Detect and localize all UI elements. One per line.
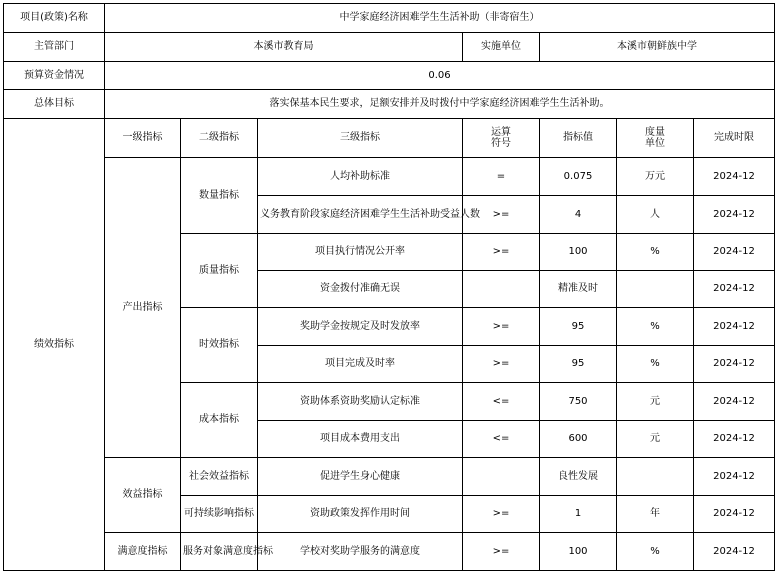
header-level1: 一级指标 xyxy=(105,119,181,158)
indicator-row xyxy=(4,158,775,196)
indicator-unit: 元 xyxy=(617,421,694,458)
indicator-name: 资金拨付准确无误 xyxy=(258,271,463,308)
indicator-deadline: 2024-12 xyxy=(694,496,775,533)
indicator-unit: 万元 xyxy=(617,158,694,196)
indicator-unit: 元 xyxy=(617,383,694,421)
indicator-name: 义务教育阶段家庭经济困难学生生活补助受益人数 xyxy=(258,196,463,234)
header-value: 指标值 xyxy=(540,119,617,158)
indicator-operator: >= xyxy=(463,308,540,346)
implementer-label: 实施单位 xyxy=(463,33,540,62)
indicator-name: 项目完成及时率 xyxy=(258,346,463,383)
indicator-deadline: 2024-12 xyxy=(694,383,775,421)
project-name-value: 中学家庭经济困难学生生活补助（非寄宿生） xyxy=(105,4,775,33)
indicator-row xyxy=(4,533,775,571)
overall-goal-label: 总体目标 xyxy=(4,90,105,119)
header-level3: 三级指标 xyxy=(258,119,463,158)
indicator-deadline: 2024-12 xyxy=(694,271,775,308)
indicator-name: 人均补助标准 xyxy=(258,158,463,196)
header-unit-line2: 单位 xyxy=(645,138,665,149)
indicator-operator xyxy=(463,271,540,308)
indicator-deadline: 2024-12 xyxy=(694,158,775,196)
header-level2: 二级指标 xyxy=(181,119,258,158)
project-name-label: 项目(政策)名称 xyxy=(4,4,105,33)
indicator-value: 4 xyxy=(540,196,617,234)
budget-label: 预算资金情况 xyxy=(4,62,105,90)
header-unit-line1: 度量 xyxy=(645,127,665,138)
indicator-deadline: 2024-12 xyxy=(694,458,775,496)
level2-service-satisfaction: 服务对象满意度指标 xyxy=(181,533,258,571)
overall-goal-value: 落实保基本民生要求，足额安排并及时拨付中学家庭经济困难学生生活补助。 xyxy=(105,90,775,119)
level1-satisfaction: 满意度指标 xyxy=(105,533,181,571)
indicator-operator: <= xyxy=(463,421,540,458)
indicator-name: 学校对奖助学服务的满意度 xyxy=(258,533,463,571)
header-operator-line2: 符号 xyxy=(491,138,511,149)
implementer-value: 本溪市朝鲜族中学 xyxy=(540,33,775,62)
indicator-value: 100 xyxy=(540,234,617,271)
header-deadline: 完成时限 xyxy=(694,119,775,158)
indicator-operator: >= xyxy=(463,346,540,383)
performance-goal-table xyxy=(3,3,775,571)
indicator-deadline: 2024-12 xyxy=(694,421,775,458)
performance-indicators-label: 绩效指标 xyxy=(4,119,105,571)
indicator-name: 奖助学金按规定及时发放率 xyxy=(258,308,463,346)
department-label: 主管部门 xyxy=(4,33,105,62)
indicator-unit: 人 xyxy=(617,196,694,234)
indicator-value: 750 xyxy=(540,383,617,421)
level2-quantity: 数量指标 xyxy=(181,158,258,234)
indicator-deadline: 2024-12 xyxy=(694,346,775,383)
indicator-unit: % xyxy=(617,346,694,383)
level2-sustainability: 可持续影响指标 xyxy=(181,496,258,533)
indicator-value: 600 xyxy=(540,421,617,458)
level2-social: 社会效益指标 xyxy=(181,458,258,496)
indicator-operator xyxy=(463,458,540,496)
indicator-unit: % xyxy=(617,234,694,271)
indicator-operator: >= xyxy=(463,496,540,533)
indicator-name: 资助体系资助奖励认定标准 xyxy=(258,383,463,421)
indicator-value: 0.075 xyxy=(540,158,617,196)
indicator-deadline: 2024-12 xyxy=(694,234,775,271)
budget-value: 0.06 xyxy=(105,62,775,90)
project-name-row xyxy=(4,4,775,33)
indicator-operator: <= xyxy=(463,383,540,421)
level2-cost: 成本指标 xyxy=(181,383,258,458)
indicator-unit: 年 xyxy=(617,496,694,533)
indicator-name: 促进学生身心健康 xyxy=(258,458,463,496)
indicator-value: 100 xyxy=(540,533,617,571)
indicator-unit: % xyxy=(617,308,694,346)
budget-row xyxy=(4,62,775,90)
overall-goal-row xyxy=(4,90,775,119)
header-operator xyxy=(463,119,540,158)
indicator-row xyxy=(4,458,775,496)
indicator-name: 项目成本费用支出 xyxy=(258,421,463,458)
indicator-name: 资助政策发挥作用时间 xyxy=(258,496,463,533)
level1-benefit: 效益指标 xyxy=(105,458,181,533)
level1-output: 产出指标 xyxy=(105,158,181,458)
indicator-operator: >= xyxy=(463,196,540,234)
indicator-value: 1 xyxy=(540,496,617,533)
department-row xyxy=(4,33,775,62)
indicator-name: 项目执行情况公开率 xyxy=(258,234,463,271)
indicator-value: 精准及时 xyxy=(540,271,617,308)
indicator-operator: >= xyxy=(463,234,540,271)
indicator-deadline: 2024-12 xyxy=(694,533,775,571)
indicator-value: 95 xyxy=(540,346,617,383)
indicator-unit xyxy=(617,458,694,496)
indicator-unit xyxy=(617,271,694,308)
indicator-deadline: 2024-12 xyxy=(694,196,775,234)
level2-timeliness: 时效指标 xyxy=(181,308,258,383)
indicator-operator: >= xyxy=(463,533,540,571)
header-operator-line1: 运算 xyxy=(491,127,511,138)
indicator-header-row xyxy=(4,119,775,158)
level2-quality: 质量指标 xyxy=(181,234,258,308)
department-value: 本溪市教育局 xyxy=(105,33,463,62)
indicator-deadline: 2024-12 xyxy=(694,308,775,346)
indicator-unit: % xyxy=(617,533,694,571)
indicator-value: 95 xyxy=(540,308,617,346)
indicator-operator: = xyxy=(463,158,540,196)
indicator-value: 良性发展 xyxy=(540,458,617,496)
header-unit xyxy=(617,119,694,158)
